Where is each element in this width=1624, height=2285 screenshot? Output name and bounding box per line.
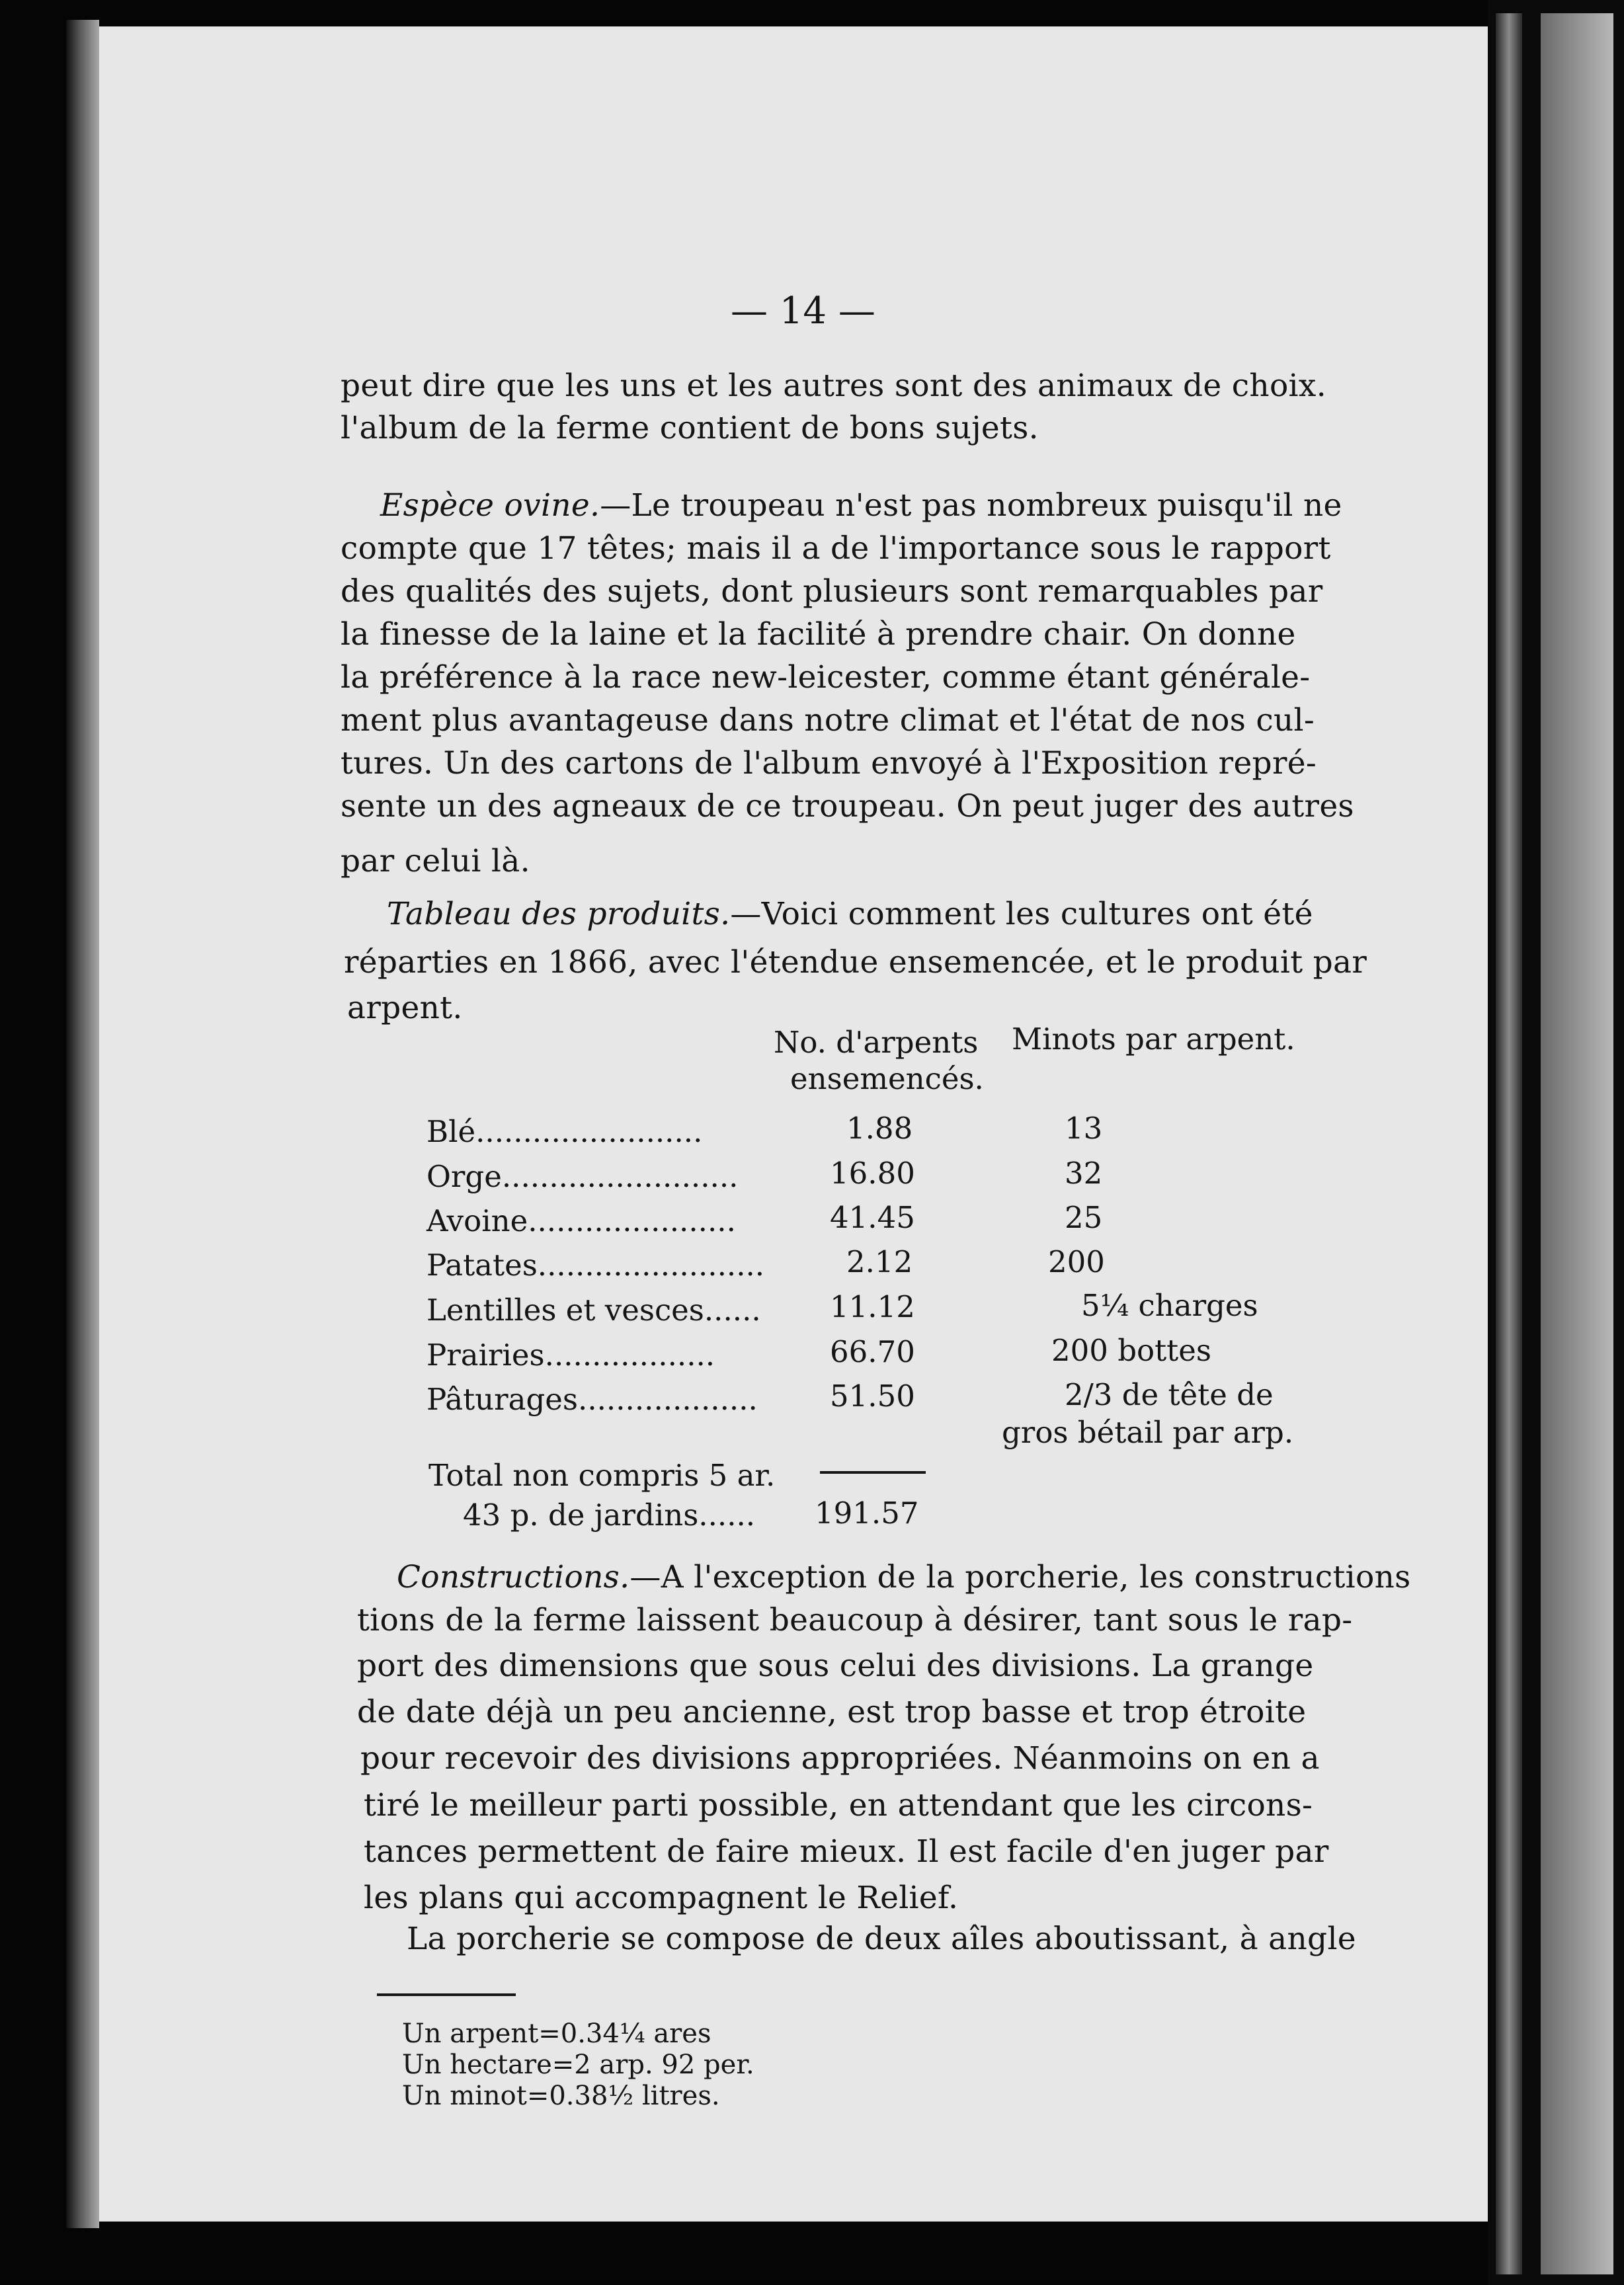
table-crop: Orge......................... (426, 1159, 739, 1194)
ovine-line: la finesse de la laine et la facilité à prendre chair. On donne (341, 616, 1296, 653)
footnote: Un minot=0.38½ litres. (402, 2081, 720, 2111)
table-crop: Pâturages................... (426, 1382, 758, 1417)
tableau-line: —Voici comment les cultures ont été (730, 896, 1313, 932)
porcherie-line: La porcherie se compose de deux aîles aboutissant, à angle (407, 1921, 1356, 1957)
constructions-line: tions de la ferme laissent beaucoup à désirer, tant sous le rap- (357, 1602, 1353, 1638)
ovine-line: tures. Un des cartons de l'album envoyé à l'Exposition repré- (341, 745, 1317, 782)
table-arpents: 66.70 (830, 1334, 915, 1369)
ovine-heading: Espèce ovine. (380, 487, 600, 524)
table-arpents: 1.88 (846, 1111, 913, 1146)
table-minots: 32 (1065, 1156, 1103, 1191)
table-arpents: 51.50 (830, 1379, 915, 1414)
ovine-line: la préférence à la race new-leicester, comme étant générale- (341, 659, 1311, 696)
footnote: Un hectare=2 arp. 92 per. (402, 2050, 754, 2080)
constructions-line: pour recevoir des divisions appropriées. Néanmoins on en a (360, 1740, 1320, 1777)
table-crop: Lentilles et vesces...... (426, 1293, 761, 1328)
table-arpents: 2.12 (846, 1244, 913, 1279)
constructions-line: —A l'exception de la porcherie, les constructions (629, 1559, 1411, 1595)
ovine-line: ment plus avantageuse dans notre climat et l'état de nos cul- (341, 702, 1315, 739)
table-crop: Avoine...................... (426, 1203, 736, 1238)
total-label: Total non compris 5 ar. (428, 1458, 776, 1493)
page-number: — 14 — (731, 290, 875, 333)
ovine-line: compte que 17 têtes; mais il a de l'importance sous le rapport (341, 530, 1331, 567)
table-crop: Patates........................ (426, 1248, 765, 1283)
ovine-line: sente un des agneaux de ce troupeau. On peut juger des autres (341, 788, 1354, 824)
table-minots: 13 (1065, 1111, 1103, 1146)
spine-strip (1496, 13, 1522, 2274)
intro-line: l'album de la ferme contient de bons sujets. (341, 410, 1039, 446)
table-arpents: 16.80 (830, 1156, 915, 1191)
table-crop: Prairies.................. (426, 1338, 715, 1373)
constructions-heading: Constructions. (397, 1559, 630, 1595)
tableau-first-line (387, 896, 1313, 932)
table-minots-extra: gros bétail par arp. (1002, 1415, 1294, 1450)
ovine-line: des qualités des sujets, dont plusieurs sont remarquables par (341, 573, 1323, 610)
constructions-line: tances permettent de faire mieux. Il est facile d'en juger par (364, 1833, 1329, 1870)
tableau-heading: Tableau des produits. (387, 896, 731, 932)
tableau-line: arpent. (347, 990, 463, 1026)
col-header-arpents: No. d'arpents (774, 1025, 979, 1060)
constructions-line: port des dimensions que sous celui des divisions. La grange (357, 1648, 1314, 1684)
table-minots: 5¼ charges (1081, 1288, 1258, 1323)
table-minots: 2/3 de tête de (1065, 1377, 1274, 1412)
ovine-first-line (380, 487, 1342, 524)
table-crop: Blé........................ (426, 1114, 703, 1149)
intro-line: peut dire que les uns et les autres sont des animaux de choix. (341, 368, 1326, 404)
total-rule (820, 1471, 926, 1474)
tableau-line: réparties en 1866, avec l'étendue ensemencée, et le produit par (344, 944, 1367, 981)
footnote-rule (377, 1993, 516, 1996)
page-edge (66, 20, 99, 2228)
table-arpents: 11.12 (830, 1289, 915, 1324)
table-minots: 200 bottes (1051, 1333, 1211, 1368)
col-header-minots: Minots par arpent. (1012, 1022, 1295, 1057)
constructions-line: de date déjà un peu ancienne, est trop basse et trop étroite (357, 1694, 1307, 1730)
constructions-line: tiré le meilleur parti possible, en attendant que les circons- (364, 1787, 1313, 1824)
ovine-line: par celui là. (341, 843, 530, 879)
constructions-line: les plans qui accompagnent le Relief. (364, 1880, 959, 1916)
footnote: Un arpent=0.34¼ ares (402, 2019, 711, 2049)
facing-page-edge (1541, 13, 1613, 2274)
constructions-first-line (397, 1559, 1411, 1595)
ovine-line: —Le troupeau n'est pas nombreux puisqu'il ne (600, 487, 1342, 524)
table-arpents: 41.45 (830, 1200, 915, 1235)
table-minots: 200 (1048, 1244, 1105, 1279)
table-minots: 25 (1065, 1200, 1103, 1235)
total-value: 191.57 (815, 1496, 919, 1531)
col-header-arpents-2: ensemencés. (790, 1061, 984, 1096)
total-label-2: 43 p. de jardins...... (463, 1498, 756, 1533)
